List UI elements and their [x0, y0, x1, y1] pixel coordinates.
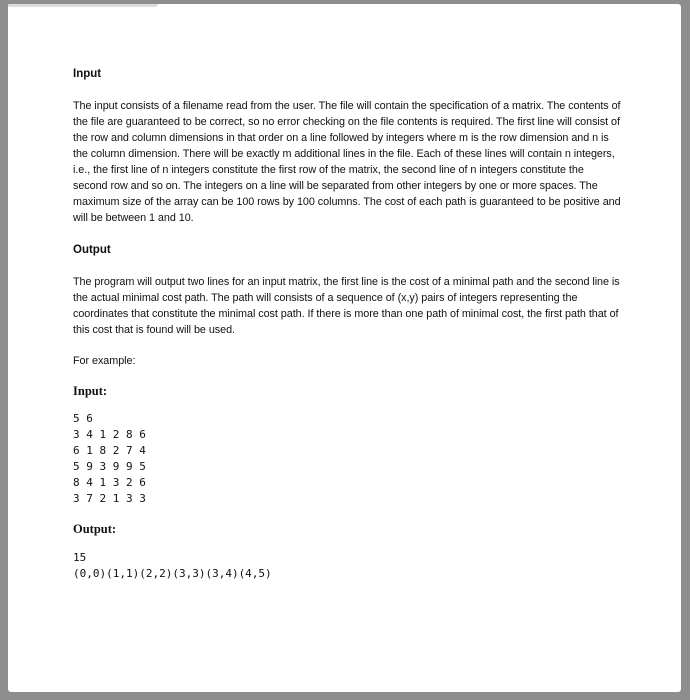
- input-description-paragraph: The input consists of a filename read from the user. The file will contain the specification of a matrix. The contents of the file are guaranteed to be correct, so no error checking on the file contents is required. The first line will consist of the row and column dimensions in that order on a line followed by integers where m is the row dimension and n is the column dimension. There will be exactly m additional lines in the file. Each of these lines will contain n integers, i.e., the first line of n integers constitute the first row of the matrix, the second line of n integers constitute the second row and so on. The integers on a line will be separated from other integers by one or more spaces. The maximum size of the array can be 100 rows by 100 columns. The cost of each path is guaranteed to be positive and will be between 1 and 10.: [73, 100, 621, 224]
- example-input-line: 3 4 1 2 8 6: [73, 428, 146, 441]
- example-output-line: 15: [73, 551, 87, 564]
- example-input-label: Input:: [73, 384, 108, 398]
- example-input-line: 6 1 8 2 7 4: [73, 444, 146, 457]
- for-example-text: For example:: [73, 355, 136, 367]
- example-output-line: (0,0)(1,1)(2,2)(3,3)(3,4)(4,5): [73, 567, 272, 580]
- example-output-block: [73, 550, 633, 582]
- example-input-line: 3 7 2 1 3 3: [73, 492, 146, 505]
- example-input-line: 5 6: [73, 412, 93, 425]
- example-output-label: Output:: [73, 522, 117, 536]
- input-section-heading: Input: [73, 68, 102, 80]
- example-input-block: [73, 411, 633, 507]
- document-content: [73, 66, 633, 582]
- example-input-line: 5 9 3 9 9 5: [73, 460, 146, 473]
- example-input-line: 8 4 1 3 2 6: [73, 476, 146, 489]
- output-section-heading: Output: [73, 244, 111, 256]
- window-tab: [8, 4, 158, 7]
- output-description-paragraph: The program will output two lines for an input matrix, the first line is the cost of a minimal path and the second line is the actual minimal cost path. The path will consists of a sequence of (x,y) pairs of integers representing the coordinates that constitute the minimal cost path. If there is more than one path of minimal cost, the first path that of this cost that is found will be used.: [73, 276, 620, 336]
